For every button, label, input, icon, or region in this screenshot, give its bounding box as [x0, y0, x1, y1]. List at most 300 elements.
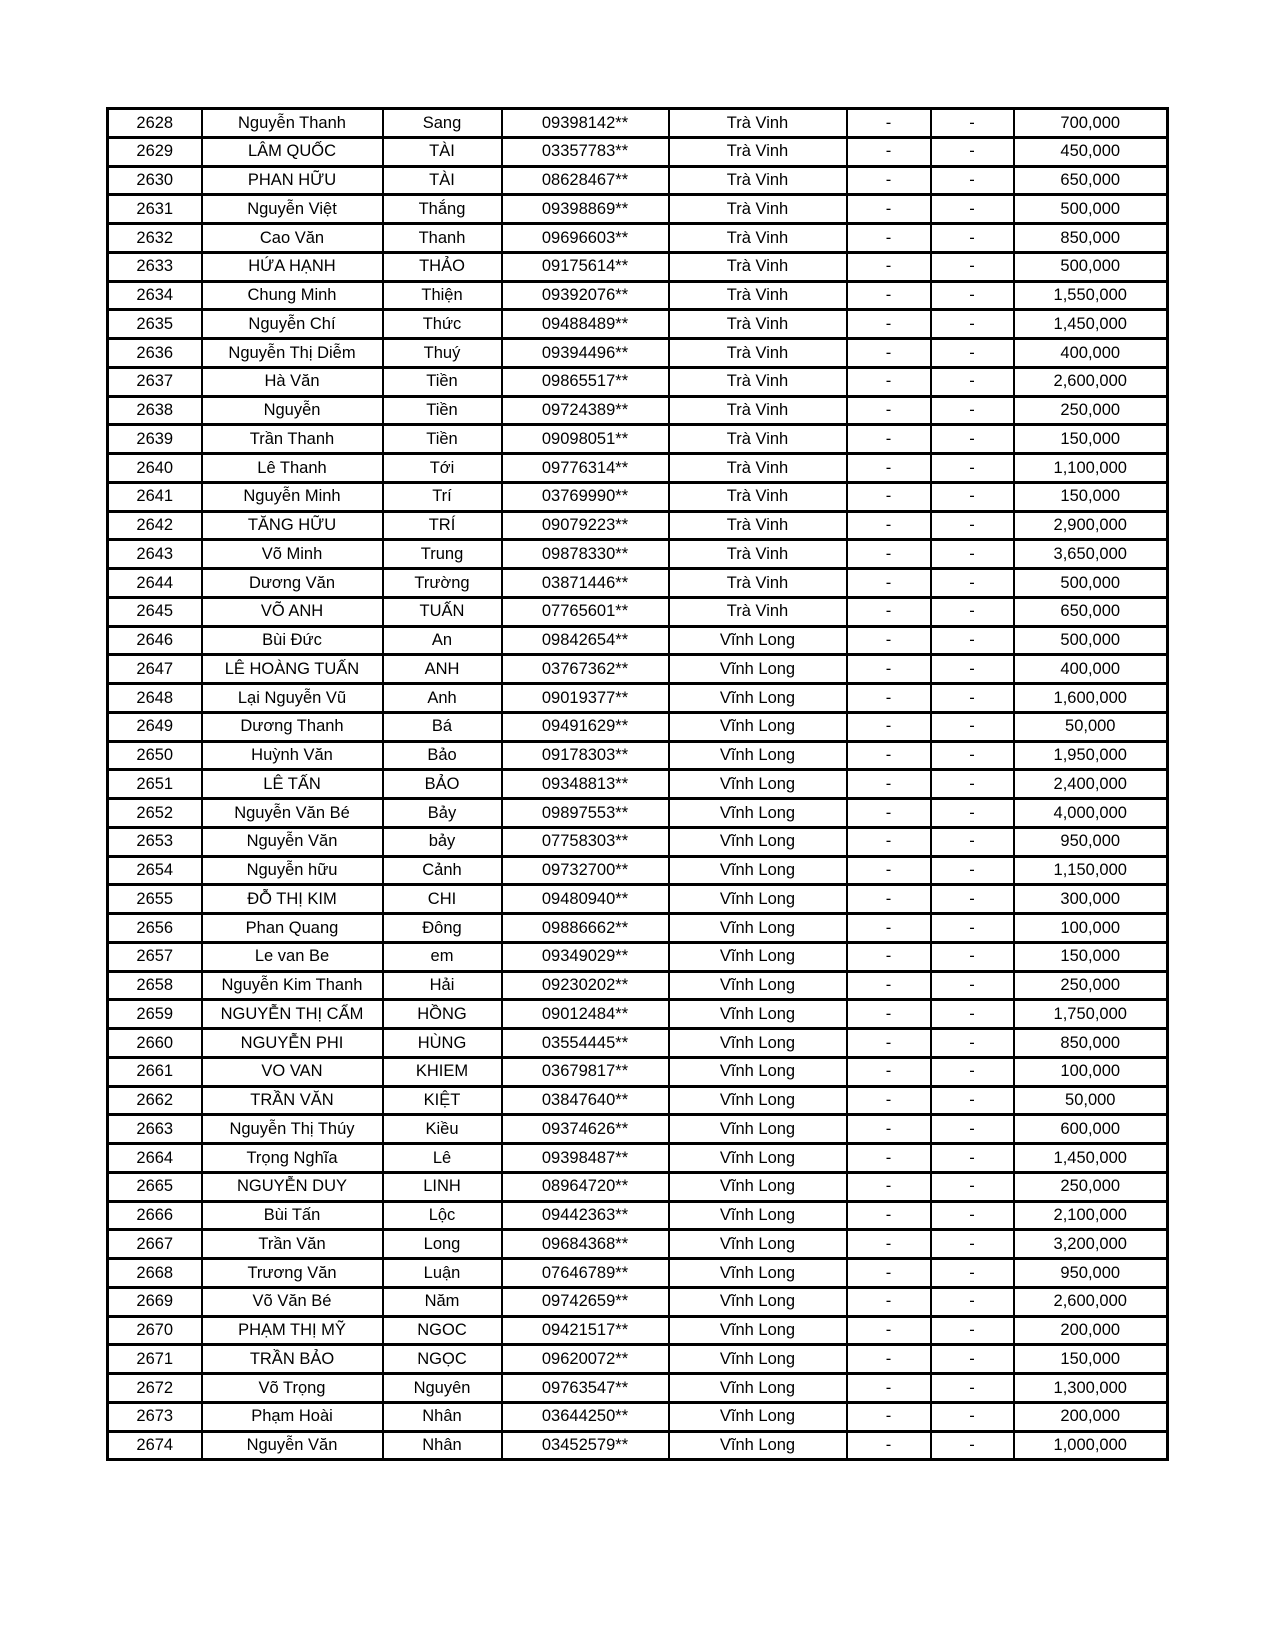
- dash-column-1-cell: -: [847, 166, 931, 195]
- name-last-part-cell: TRÍ: [383, 511, 502, 540]
- name-first-part-cell: NGUYỄN THỊ CẨM: [202, 1000, 383, 1029]
- dash-column-1-cell: -: [847, 569, 931, 598]
- amount-cell: 150,000: [1014, 942, 1168, 971]
- dash-column-2-cell: -: [931, 799, 1014, 828]
- phone-cell: 09480940**: [502, 885, 669, 914]
- province-cell: Vĩnh Long: [669, 942, 847, 971]
- dash-column-2-cell: -: [931, 770, 1014, 799]
- name-first-part-cell: TRẦN BẢO: [202, 1345, 383, 1374]
- dash-column-1-cell: -: [847, 914, 931, 943]
- name-last-part-cell: Thắng: [383, 195, 502, 224]
- amount-cell: 600,000: [1014, 1115, 1168, 1144]
- phone-cell: 09878330**: [502, 540, 669, 569]
- province-cell: Vĩnh Long: [669, 1000, 847, 1029]
- row-number-cell: 2635: [108, 310, 202, 339]
- dash-column-1-cell: -: [847, 597, 931, 626]
- province-cell: Trà Vinh: [669, 252, 847, 281]
- province-cell: Trà Vinh: [669, 224, 847, 253]
- amount-cell: 2,100,000: [1014, 1201, 1168, 1230]
- row-number-cell: 2639: [108, 425, 202, 454]
- name-first-part-cell: Hà Văn: [202, 367, 383, 396]
- name-first-part-cell: Nguyễn Thị Thúy: [202, 1115, 383, 1144]
- dash-column-2-cell: -: [931, 1230, 1014, 1259]
- name-first-part-cell: Võ Trọng: [202, 1374, 383, 1403]
- row-number-cell: 2671: [108, 1345, 202, 1374]
- name-last-part-cell: NGOC: [383, 1316, 502, 1345]
- table-row: [108, 137, 1168, 166]
- dash-column-2-cell: -: [931, 1029, 1014, 1058]
- phone-cell: 08964720**: [502, 1172, 669, 1201]
- dash-column-2-cell: -: [931, 655, 1014, 684]
- phone-cell: 09732700**: [502, 856, 669, 885]
- row-number-cell: 2674: [108, 1431, 202, 1460]
- name-last-part-cell: Hải: [383, 971, 502, 1000]
- name-last-part-cell: Nguyên: [383, 1374, 502, 1403]
- province-cell: Vĩnh Long: [669, 1172, 847, 1201]
- province-cell: Trà Vinh: [669, 109, 847, 138]
- name-last-part-cell: Bảo: [383, 741, 502, 770]
- phone-cell: 09098051**: [502, 425, 669, 454]
- name-first-part-cell: LÊ HOÀNG TUẤN: [202, 655, 383, 684]
- dash-column-1-cell: -: [847, 741, 931, 770]
- name-last-part-cell: Bá: [383, 712, 502, 741]
- name-first-part-cell: TĂNG HỮU: [202, 511, 383, 540]
- row-number-cell: 2663: [108, 1115, 202, 1144]
- table-row: [108, 281, 1168, 310]
- name-last-part-cell: Sang: [383, 109, 502, 138]
- dash-column-2-cell: -: [931, 942, 1014, 971]
- amount-cell: 650,000: [1014, 166, 1168, 195]
- dash-column-2-cell: -: [931, 252, 1014, 281]
- amount-cell: 250,000: [1014, 396, 1168, 425]
- table-body: [108, 109, 1168, 1460]
- phone-cell: 09012484**: [502, 1000, 669, 1029]
- amount-cell: 150,000: [1014, 1345, 1168, 1374]
- name-last-part-cell: Trường: [383, 569, 502, 598]
- name-last-part-cell: Lê: [383, 1144, 502, 1173]
- row-number-cell: 2648: [108, 684, 202, 713]
- row-number-cell: 2629: [108, 137, 202, 166]
- amount-cell: 500,000: [1014, 569, 1168, 598]
- dash-column-2-cell: -: [931, 1115, 1014, 1144]
- name-last-part-cell: ANH: [383, 655, 502, 684]
- phone-cell: 09491629**: [502, 712, 669, 741]
- phone-cell: 07646789**: [502, 1259, 669, 1288]
- province-cell: Vĩnh Long: [669, 1345, 847, 1374]
- row-number-cell: 2651: [108, 770, 202, 799]
- dash-column-2-cell: -: [931, 540, 1014, 569]
- name-last-part-cell: Nhân: [383, 1402, 502, 1431]
- amount-cell: 950,000: [1014, 827, 1168, 856]
- name-first-part-cell: Trương Văn: [202, 1259, 383, 1288]
- province-cell: Vĩnh Long: [669, 1086, 847, 1115]
- name-last-part-cell: Thức: [383, 310, 502, 339]
- row-number-cell: 2646: [108, 626, 202, 655]
- province-cell: Vĩnh Long: [669, 1259, 847, 1288]
- name-last-part-cell: An: [383, 626, 502, 655]
- amount-cell: 1,450,000: [1014, 310, 1168, 339]
- row-number-cell: 2665: [108, 1172, 202, 1201]
- phone-cell: 09684368**: [502, 1230, 669, 1259]
- table-row: [108, 166, 1168, 195]
- row-number-cell: 2630: [108, 166, 202, 195]
- dash-column-1-cell: -: [847, 367, 931, 396]
- dash-column-1-cell: -: [847, 339, 931, 368]
- province-cell: Trà Vinh: [669, 482, 847, 511]
- dash-column-2-cell: -: [931, 971, 1014, 1000]
- name-last-part-cell: Kiều: [383, 1115, 502, 1144]
- name-last-part-cell: Tiền: [383, 396, 502, 425]
- table-row: [108, 310, 1168, 339]
- phone-cell: 09394496**: [502, 339, 669, 368]
- dash-column-1-cell: -: [847, 137, 931, 166]
- name-last-part-cell: Long: [383, 1230, 502, 1259]
- table-row: [108, 741, 1168, 770]
- row-number-cell: 2632: [108, 224, 202, 253]
- phone-cell: 09421517**: [502, 1316, 669, 1345]
- amount-cell: 950,000: [1014, 1259, 1168, 1288]
- province-cell: Trà Vinh: [669, 454, 847, 483]
- row-number-cell: 2650: [108, 741, 202, 770]
- dash-column-1-cell: -: [847, 971, 931, 1000]
- name-last-part-cell: CHI: [383, 885, 502, 914]
- province-cell: Trà Vinh: [669, 339, 847, 368]
- dash-column-2-cell: -: [931, 827, 1014, 856]
- phone-cell: 03769990**: [502, 482, 669, 511]
- name-first-part-cell: Nguyễn Minh: [202, 482, 383, 511]
- name-last-part-cell: Thanh: [383, 224, 502, 253]
- row-number-cell: 2647: [108, 655, 202, 684]
- province-cell: Vĩnh Long: [669, 655, 847, 684]
- table-row: [108, 396, 1168, 425]
- table-row: [108, 1144, 1168, 1173]
- dash-column-2-cell: -: [931, 569, 1014, 598]
- table-row: [108, 1029, 1168, 1058]
- phone-cell: 03452579**: [502, 1431, 669, 1460]
- name-first-part-cell: LÊ TẤN: [202, 770, 383, 799]
- province-cell: Vĩnh Long: [669, 1201, 847, 1230]
- row-number-cell: 2643: [108, 540, 202, 569]
- dash-column-2-cell: -: [931, 195, 1014, 224]
- name-first-part-cell: Dương Thanh: [202, 712, 383, 741]
- dash-column-1-cell: -: [847, 1115, 931, 1144]
- phone-cell: 03679817**: [502, 1057, 669, 1086]
- name-first-part-cell: Trần Văn: [202, 1230, 383, 1259]
- amount-cell: 1,750,000: [1014, 1000, 1168, 1029]
- dash-column-1-cell: -: [847, 1201, 931, 1230]
- province-cell: Trà Vinh: [669, 540, 847, 569]
- table-row: [108, 655, 1168, 684]
- dash-column-1-cell: -: [847, 655, 931, 684]
- name-first-part-cell: Le van Be: [202, 942, 383, 971]
- name-first-part-cell: Nguyễn Việt: [202, 195, 383, 224]
- table-row: [108, 1086, 1168, 1115]
- row-number-cell: 2652: [108, 799, 202, 828]
- phone-cell: 09374626**: [502, 1115, 669, 1144]
- dash-column-2-cell: -: [931, 367, 1014, 396]
- province-cell: Vĩnh Long: [669, 1374, 847, 1403]
- province-cell: Vĩnh Long: [669, 712, 847, 741]
- row-number-cell: 2668: [108, 1259, 202, 1288]
- row-number-cell: 2672: [108, 1374, 202, 1403]
- province-cell: Vĩnh Long: [669, 1287, 847, 1316]
- table-row: [108, 1115, 1168, 1144]
- name-last-part-cell: Trung: [383, 540, 502, 569]
- dash-column-1-cell: -: [847, 1086, 931, 1115]
- row-number-cell: 2656: [108, 914, 202, 943]
- row-number-cell: 2631: [108, 195, 202, 224]
- name-first-part-cell: LÂM QUỐC: [202, 137, 383, 166]
- name-last-part-cell: Luận: [383, 1259, 502, 1288]
- province-cell: Trà Vinh: [669, 597, 847, 626]
- table-row: [108, 626, 1168, 655]
- table-row: [108, 770, 1168, 799]
- table-row: [108, 1402, 1168, 1431]
- name-last-part-cell: Thiện: [383, 281, 502, 310]
- phone-cell: 09392076**: [502, 281, 669, 310]
- row-number-cell: 2667: [108, 1230, 202, 1259]
- phone-cell: 09724389**: [502, 396, 669, 425]
- name-last-part-cell: Cảnh: [383, 856, 502, 885]
- row-number-cell: 2655: [108, 885, 202, 914]
- dash-column-2-cell: -: [931, 454, 1014, 483]
- dash-column-1-cell: -: [847, 856, 931, 885]
- name-first-part-cell: NGUYỄN PHI: [202, 1029, 383, 1058]
- dash-column-2-cell: -: [931, 626, 1014, 655]
- dash-column-1-cell: -: [847, 1287, 931, 1316]
- name-first-part-cell: Nguyễn Văn Bé: [202, 799, 383, 828]
- dash-column-1-cell: -: [847, 1402, 931, 1431]
- province-cell: Vĩnh Long: [669, 827, 847, 856]
- phone-cell: 09776314**: [502, 454, 669, 483]
- name-last-part-cell: KHIEM: [383, 1057, 502, 1086]
- dash-column-1-cell: -: [847, 827, 931, 856]
- dash-column-2-cell: -: [931, 511, 1014, 540]
- row-number-cell: 2654: [108, 856, 202, 885]
- phone-cell: 07765601**: [502, 597, 669, 626]
- dash-column-1-cell: -: [847, 626, 931, 655]
- dash-column-1-cell: -: [847, 425, 931, 454]
- name-first-part-cell: Võ Văn Bé: [202, 1287, 383, 1316]
- province-cell: Vĩnh Long: [669, 1402, 847, 1431]
- dash-column-1-cell: -: [847, 684, 931, 713]
- phone-cell: 09398142**: [502, 109, 669, 138]
- province-cell: Vĩnh Long: [669, 1029, 847, 1058]
- name-first-part-cell: Phan Quang: [202, 914, 383, 943]
- table-row: [108, 856, 1168, 885]
- name-first-part-cell: Lại Nguyễn Vũ: [202, 684, 383, 713]
- dash-column-1-cell: -: [847, 195, 931, 224]
- row-number-cell: 2642: [108, 511, 202, 540]
- name-first-part-cell: HỨA HẠNH: [202, 252, 383, 281]
- province-cell: Vĩnh Long: [669, 1144, 847, 1173]
- name-last-part-cell: bảy: [383, 827, 502, 856]
- province-cell: Vĩnh Long: [669, 684, 847, 713]
- donor-list-table: [106, 107, 1169, 1461]
- table-row: [108, 540, 1168, 569]
- row-number-cell: 2634: [108, 281, 202, 310]
- dash-column-2-cell: -: [931, 1402, 1014, 1431]
- dash-column-2-cell: -: [931, 396, 1014, 425]
- province-cell: Trà Vinh: [669, 511, 847, 540]
- phone-cell: 09897553**: [502, 799, 669, 828]
- name-first-part-cell: Phạm Hoài: [202, 1402, 383, 1431]
- name-first-part-cell: NGUYỄN DUY: [202, 1172, 383, 1201]
- table-row: [108, 1345, 1168, 1374]
- amount-cell: 850,000: [1014, 1029, 1168, 1058]
- name-first-part-cell: Dương Văn: [202, 569, 383, 598]
- amount-cell: 4,000,000: [1014, 799, 1168, 828]
- row-number-cell: 2640: [108, 454, 202, 483]
- dash-column-1-cell: -: [847, 1431, 931, 1460]
- row-number-cell: 2636: [108, 339, 202, 368]
- dash-column-1-cell: -: [847, 1000, 931, 1029]
- phone-cell: 03357783**: [502, 137, 669, 166]
- phone-cell: 03644250**: [502, 1402, 669, 1431]
- amount-cell: 700,000: [1014, 109, 1168, 138]
- name-first-part-cell: Nguyễn Thị Diễm: [202, 339, 383, 368]
- name-first-part-cell: PHAN HỮU: [202, 166, 383, 195]
- row-number-cell: 2661: [108, 1057, 202, 1086]
- phone-cell: 09488489**: [502, 310, 669, 339]
- amount-cell: 150,000: [1014, 425, 1168, 454]
- province-cell: Vĩnh Long: [669, 1431, 847, 1460]
- dash-column-2-cell: -: [931, 1431, 1014, 1460]
- dash-column-1-cell: -: [847, 224, 931, 253]
- province-cell: Trà Vinh: [669, 367, 847, 396]
- amount-cell: 2,900,000: [1014, 511, 1168, 540]
- name-first-part-cell: Trần Thanh: [202, 425, 383, 454]
- phone-cell: 09442363**: [502, 1201, 669, 1230]
- table-row: [108, 1374, 1168, 1403]
- row-number-cell: 2649: [108, 712, 202, 741]
- amount-cell: 2,400,000: [1014, 770, 1168, 799]
- amount-cell: 500,000: [1014, 252, 1168, 281]
- amount-cell: 650,000: [1014, 597, 1168, 626]
- name-first-part-cell: Bùi Đức: [202, 626, 383, 655]
- dash-column-1-cell: -: [847, 454, 931, 483]
- dash-column-1-cell: -: [847, 1057, 931, 1086]
- name-last-part-cell: TUẤN: [383, 597, 502, 626]
- amount-cell: 500,000: [1014, 195, 1168, 224]
- name-first-part-cell: Nguyễn: [202, 396, 383, 425]
- row-number-cell: 2653: [108, 827, 202, 856]
- table-row: [108, 252, 1168, 281]
- phone-cell: 03871446**: [502, 569, 669, 598]
- dash-column-2-cell: -: [931, 339, 1014, 368]
- dash-column-1-cell: -: [847, 540, 931, 569]
- table-row: [108, 511, 1168, 540]
- table-row: [108, 914, 1168, 943]
- dash-column-2-cell: -: [931, 482, 1014, 511]
- table-row: [108, 1057, 1168, 1086]
- name-first-part-cell: TRẦN VĂN: [202, 1086, 383, 1115]
- dash-column-2-cell: -: [931, 425, 1014, 454]
- amount-cell: 2,600,000: [1014, 1287, 1168, 1316]
- name-first-part-cell: Chung Minh: [202, 281, 383, 310]
- dash-column-1-cell: -: [847, 310, 931, 339]
- table-row: [108, 367, 1168, 396]
- amount-cell: 1,950,000: [1014, 741, 1168, 770]
- name-first-part-cell: Nguyễn Kim Thanh: [202, 971, 383, 1000]
- province-cell: Vĩnh Long: [669, 885, 847, 914]
- dash-column-2-cell: -: [931, 1345, 1014, 1374]
- province-cell: Vĩnh Long: [669, 741, 847, 770]
- table-row: [108, 942, 1168, 971]
- province-cell: Trà Vinh: [669, 137, 847, 166]
- amount-cell: 1,300,000: [1014, 1374, 1168, 1403]
- name-last-part-cell: KIỆT: [383, 1086, 502, 1115]
- dash-column-2-cell: -: [931, 1259, 1014, 1288]
- row-number-cell: 2628: [108, 109, 202, 138]
- amount-cell: 250,000: [1014, 1172, 1168, 1201]
- name-last-part-cell: Lộc: [383, 1201, 502, 1230]
- name-first-part-cell: Huỳnh Văn: [202, 741, 383, 770]
- row-number-cell: 2641: [108, 482, 202, 511]
- phone-cell: 07758303**: [502, 827, 669, 856]
- name-first-part-cell: VO VAN: [202, 1057, 383, 1086]
- dash-column-1-cell: -: [847, 1259, 931, 1288]
- dash-column-2-cell: -: [931, 1201, 1014, 1230]
- name-first-part-cell: Bùi Tấn: [202, 1201, 383, 1230]
- phone-cell: 09763547**: [502, 1374, 669, 1403]
- name-last-part-cell: LINH: [383, 1172, 502, 1201]
- name-last-part-cell: em: [383, 942, 502, 971]
- row-number-cell: 2666: [108, 1201, 202, 1230]
- dash-column-1-cell: -: [847, 1144, 931, 1173]
- row-number-cell: 2644: [108, 569, 202, 598]
- name-last-part-cell: Anh: [383, 684, 502, 713]
- table-row: [108, 885, 1168, 914]
- table-row: [108, 1259, 1168, 1288]
- table-row: [108, 1431, 1168, 1460]
- dash-column-2-cell: -: [931, 281, 1014, 310]
- phone-cell: 09348813**: [502, 770, 669, 799]
- dash-column-2-cell: -: [931, 1086, 1014, 1115]
- table-row: [108, 1000, 1168, 1029]
- row-number-cell: 2659: [108, 1000, 202, 1029]
- name-last-part-cell: Tới: [383, 454, 502, 483]
- row-number-cell: 2633: [108, 252, 202, 281]
- province-cell: Vĩnh Long: [669, 626, 847, 655]
- dash-column-1-cell: -: [847, 396, 931, 425]
- name-last-part-cell: Trí: [383, 482, 502, 511]
- amount-cell: 500,000: [1014, 626, 1168, 655]
- phone-cell: 09865517**: [502, 367, 669, 396]
- province-cell: Vĩnh Long: [669, 1230, 847, 1259]
- name-first-part-cell: Võ Minh: [202, 540, 383, 569]
- table-row: [108, 1172, 1168, 1201]
- dash-column-1-cell: -: [847, 942, 931, 971]
- dash-column-1-cell: -: [847, 799, 931, 828]
- dash-column-1-cell: -: [847, 1374, 931, 1403]
- table-row: [108, 482, 1168, 511]
- row-number-cell: 2673: [108, 1402, 202, 1431]
- amount-cell: 850,000: [1014, 224, 1168, 253]
- row-number-cell: 2638: [108, 396, 202, 425]
- name-last-part-cell: Thuý: [383, 339, 502, 368]
- name-first-part-cell: Nguyễn Văn: [202, 1431, 383, 1460]
- name-last-part-cell: NGỌC: [383, 1345, 502, 1374]
- name-first-part-cell: VÕ ANH: [202, 597, 383, 626]
- name-last-part-cell: THẢO: [383, 252, 502, 281]
- phone-cell: 09019377**: [502, 684, 669, 713]
- dash-column-2-cell: -: [931, 166, 1014, 195]
- amount-cell: 50,000: [1014, 1086, 1168, 1115]
- dash-column-1-cell: -: [847, 885, 931, 914]
- dash-column-2-cell: -: [931, 1172, 1014, 1201]
- name-first-part-cell: Trọng Nghĩa: [202, 1144, 383, 1173]
